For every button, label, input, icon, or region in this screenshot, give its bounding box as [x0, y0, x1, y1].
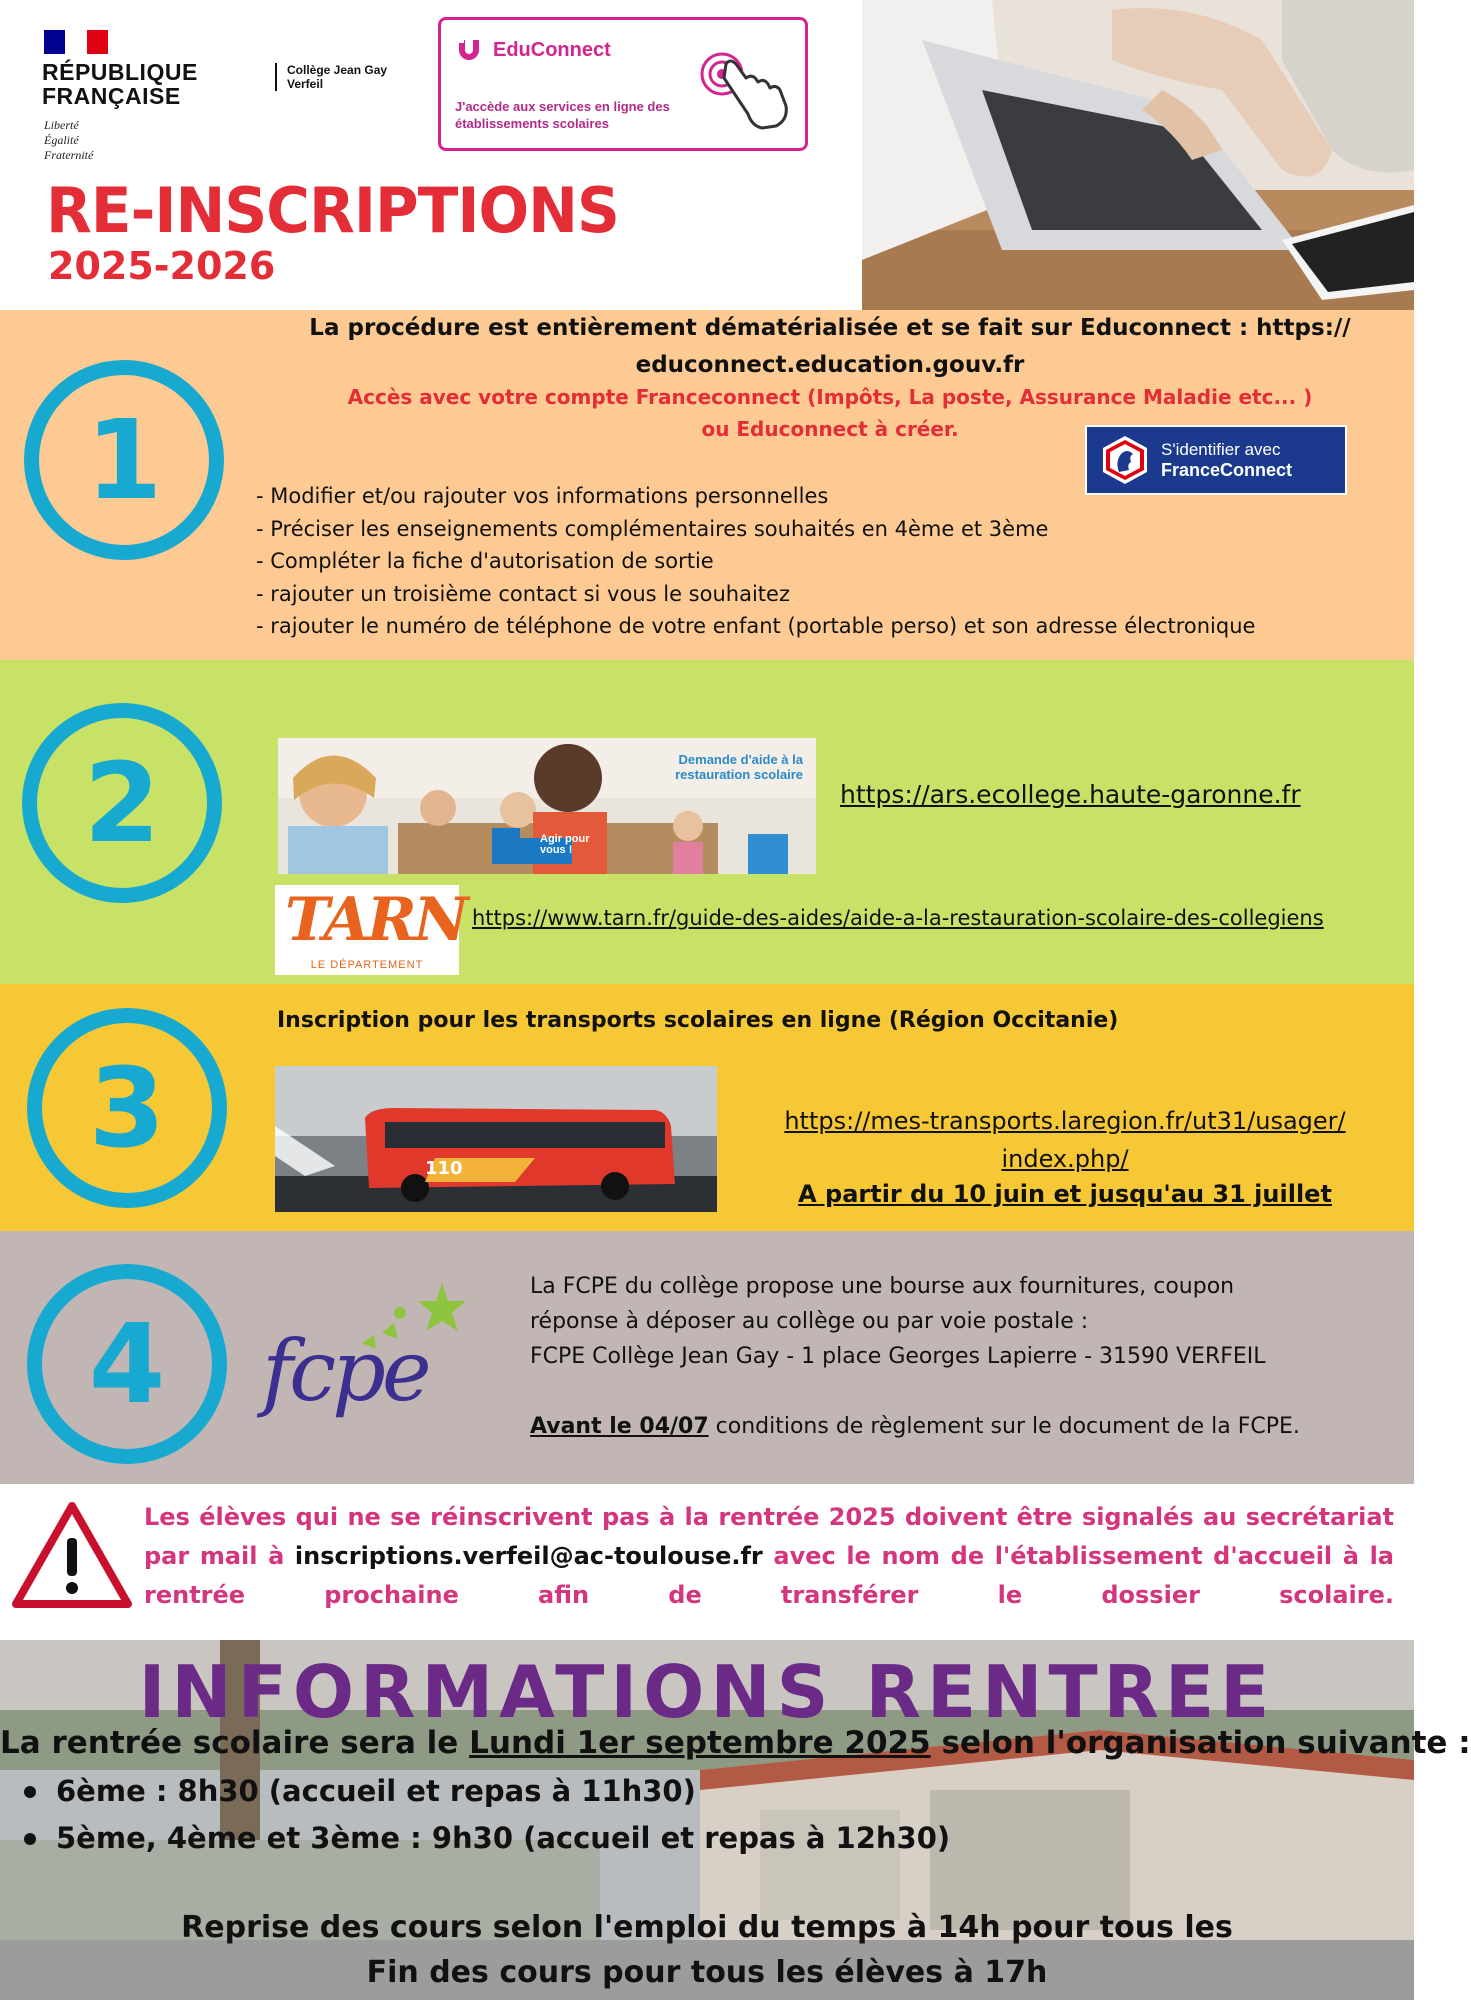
tarn-link[interactable]: https://www.tarn.fr/guide-des-aides/aide-a-la-restauration-scolaire-des-collegiens: [472, 906, 1324, 930]
franceconnect-brand: FranceConnect: [1161, 460, 1293, 480]
rentree-footer: Reprise des cours selon l'emploi du temps à 14h pour tous les Fin des cours pour tous les élèves à 17h: [181, 1910, 1233, 1990]
rentree-intro: La rentrée scolaire sera le Lundi 1er septembre 2025 selon l'organisation suivante :: [0, 1725, 1471, 1761]
list-item: - rajouter un troisième contact si vous le souhaitez: [256, 581, 790, 606]
step-3-number: 3: [27, 1008, 227, 1208]
procedure-text: La procédure est entièrement dématérialisée et se fait sur Educonnect : https:// educonnect.education.gouv.fr: [309, 315, 1351, 378]
laptop-photo: [862, 0, 1414, 310]
republic-motto: Liberté Égalité Fraternité: [44, 118, 94, 162]
header: [0, 0, 1414, 310]
banner-badge: Agir pour vous !: [540, 833, 590, 856]
educonnect-logo: [455, 36, 611, 64]
restauration-scolaire-banner[interactable]: [278, 738, 816, 874]
transport-link[interactable]: https://mes-transports.laregion.fr/ut31/usager/ index.php/: [784, 1107, 1346, 1173]
step-4-number: 4: [27, 1264, 227, 1464]
educonnect-card[interactable]: [438, 17, 808, 151]
franceconnect-marianne-icon: [1099, 434, 1151, 486]
fcpe-text: La FCPE du collège propose une bourse aux fournitures, coupon réponse à déposer au collège ou par voie postale : FCPE Collège Jean Gay - 1 place Georges Lapierre - 31590 VERFEIL Avant le 04/07 conditions de règlement sur le document de la FCPE.: [530, 1274, 1300, 1439]
school-year: 2025-2026: [48, 244, 276, 288]
ars-link[interactable]: https://ars.ecollege.haute-garonne.fr: [840, 780, 1301, 809]
list-item: 5ème, 4ème et 3ème : 9h30 (accueil et repas à 12h30): [24, 1815, 950, 1862]
step-1-section: [0, 310, 1414, 660]
warning-text: Les élèves qui ne se réinscrivent pas à la rentrée 2025 doivent être signalés au secrétariat par mail à inscriptions.verfeil@ac-toulouse.fr avec le nom de l'établissement d'accueil à la rentrée prochaine afin de transférer le dossier scolaire.: [144, 1503, 1394, 1609]
list-item: 6ème : 8h30 (accueil et repas à 11h30): [24, 1768, 950, 1815]
step-2-number: 2: [22, 703, 222, 903]
step-3-section: [0, 984, 1414, 1231]
step-2-section: [0, 660, 1414, 984]
secretariat-email[interactable]: inscriptions.verfeil@ac-toulouse.fr: [294, 1542, 763, 1570]
list-item: - Modifier et/ou rajouter vos informations personnelles: [256, 484, 829, 508]
rentree-date: Lundi 1er septembre 2025: [469, 1725, 931, 1761]
warning-triangle-icon: [12, 1502, 132, 1610]
banner-title: Demande d'aide à la restauration scolaire: [675, 752, 803, 782]
step-1-number: 1: [24, 360, 224, 560]
rentree-title: INFORMATIONS RENTREE: [138, 1650, 1276, 1734]
republique-francaise-logo: RÉPUBLIQUE FRANÇAISE: [42, 59, 198, 109]
bus-number: 110: [425, 1158, 463, 1179]
touch-hand-icon: [696, 48, 796, 138]
tarn-logo: TARN LE DÉPARTEMENT: [275, 885, 459, 975]
educonnect-tagline: J'accède aux services en ligne des établissements scolaires: [455, 99, 670, 131]
franceconnect-label: S'identifier avec: [1161, 440, 1281, 459]
task-list: [256, 480, 1255, 643]
step-4-section: [0, 1231, 1414, 1484]
marianne-flag-icon: [44, 30, 108, 54]
transport-title: Inscription pour les transports scolaires en ligne (Région Occitanie): [277, 1008, 1119, 1033]
list-item: - Compléter la fiche d'autorisation de sortie: [256, 549, 714, 573]
list-item: - Préciser les enseignements complémentaires souhaités en 4ème et 3ème: [256, 516, 1049, 541]
bus-photo: [275, 1066, 717, 1212]
rentree-schedule: [24, 1768, 950, 1862]
access-info: Accès avec votre compte Franceconnect (Impôts, La poste, Assurance Maladie etc... ) ou Educonnect à créer.: [347, 385, 1313, 441]
educonnect-logo-icon: [455, 36, 483, 64]
page-title: RE-INSCRIPTIONS: [46, 174, 619, 247]
educonnect-brand: EduConnect: [493, 38, 611, 61]
college-name: Collège Jean Gay Verfeil: [275, 63, 387, 91]
transport-dates: A partir du 10 juin et jusqu'au 31 juillet: [798, 1180, 1332, 1208]
rentree-section: [0, 1640, 1471, 2000]
fcpe-logo: fcpe: [262, 1283, 472, 1433]
warning-section: [0, 1484, 1414, 1640]
fcpe-deadline: Avant le 04/07: [530, 1414, 709, 1439]
list-item: - rajouter le numéro de téléphone de votre enfant (portable perso) et son adresse électronique: [256, 614, 1256, 638]
